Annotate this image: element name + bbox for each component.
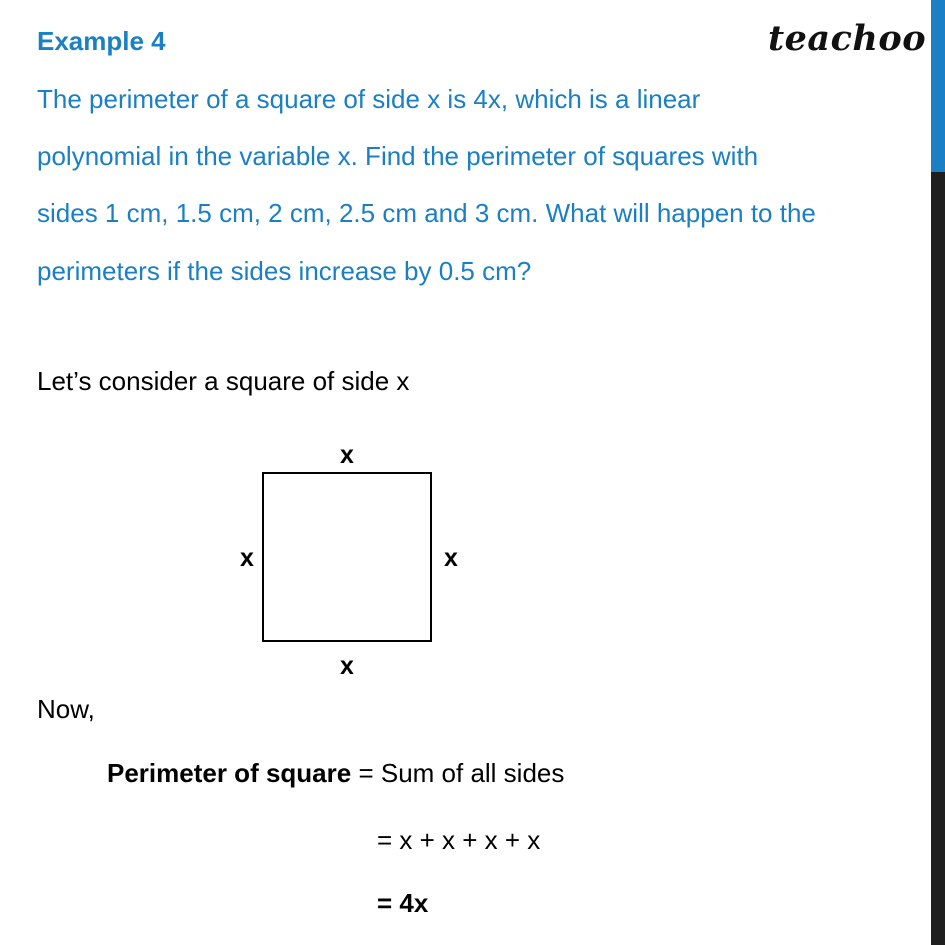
question-line-3: sides 1 cm, 1.5 cm, 2 cm, 2.5 cm and 3 cm. What will happen to the: [37, 198, 816, 228]
question-line-4: perimeters if the sides increase by 0.5 cm?: [37, 256, 532, 286]
perimeter-term: Perimeter of square: [107, 758, 352, 788]
perimeter-formula: [107, 758, 564, 789]
now-text: Now,: [37, 694, 95, 724]
question-line-2: polynomial in the variable x. Find the perimeter of squares with: [37, 141, 759, 171]
square-right-label: x: [444, 544, 458, 572]
square-top-label: x: [340, 441, 354, 469]
perimeter-step-1: = x + x + x + x: [377, 825, 541, 855]
square-figure: [262, 472, 432, 642]
perimeter-result: = 4x: [377, 888, 429, 918]
square-left-label: x: [240, 544, 254, 572]
square-bottom-label: x: [340, 652, 354, 680]
example-heading: Example 4: [37, 26, 166, 56]
perimeter-definition: = Sum of all sides: [351, 758, 565, 788]
sidebar-accent: [931, 0, 945, 172]
question-line-1: The perimeter of a square of side x is 4x, which is a linear: [37, 84, 701, 114]
intro-text: Let’s consider a square of side x: [37, 366, 410, 396]
teachoo-logo: teachoo: [768, 18, 927, 59]
